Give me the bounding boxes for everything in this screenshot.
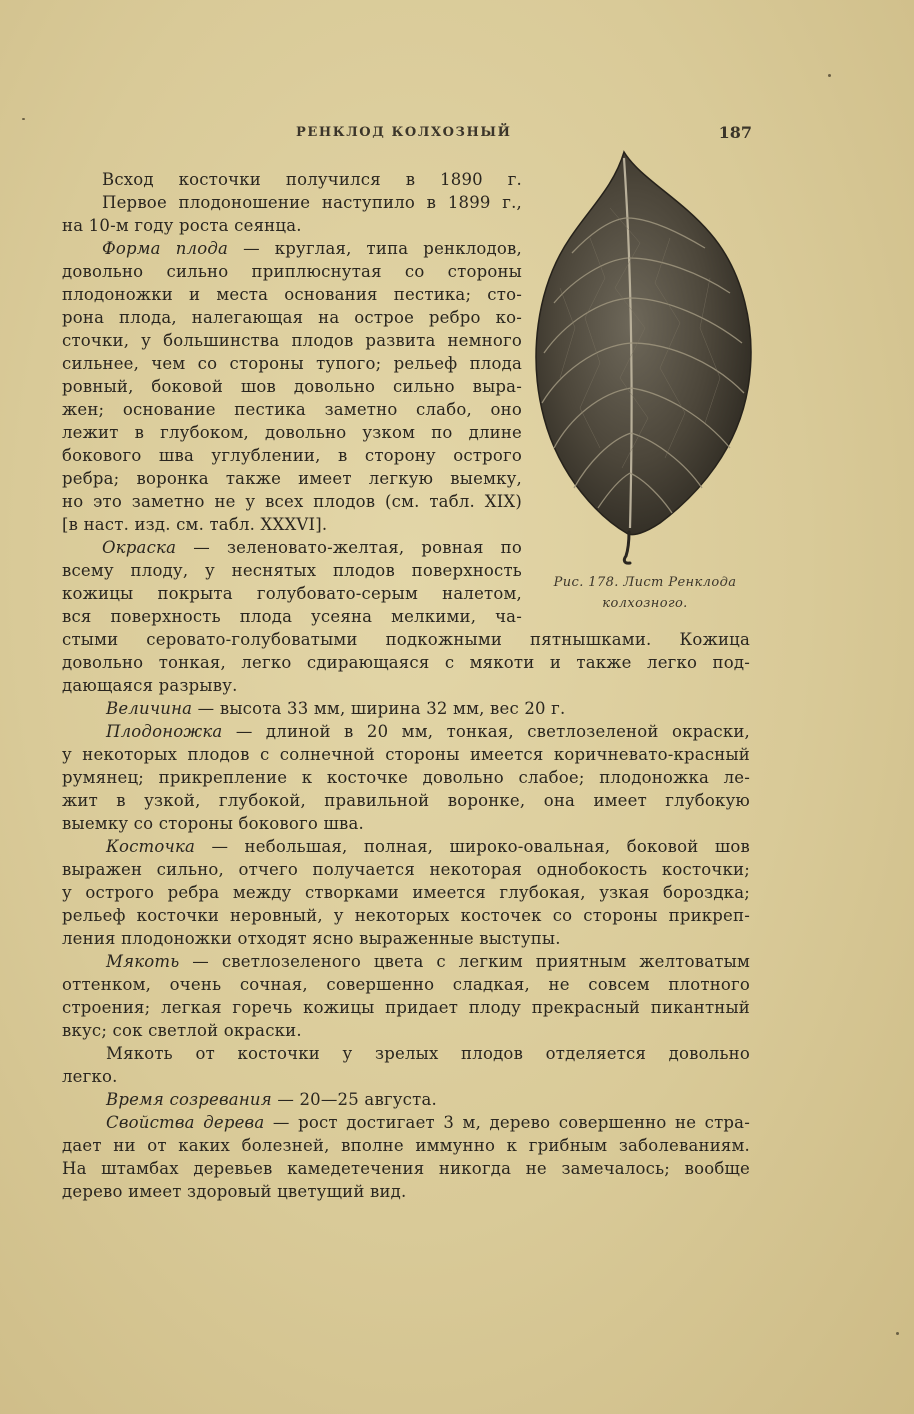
term-label: Мякоть (106, 952, 180, 971)
term-label: Окраска (102, 538, 177, 557)
text-line: стыми серовато-голубоватыми подкожными пятнышками. Кожица (62, 630, 750, 649)
text-line: у острого ребра между створками имеется глубокая, узкая бороздка; (62, 883, 750, 902)
figure-caption (530, 572, 760, 614)
text-line: но это заметно не у всех плодов (см. табл. XIX) (62, 492, 522, 511)
text-line: на 10-м году роста сеянца. (62, 216, 302, 235)
text-line: ления плодоножки отходят ясно выраженные выступы. (62, 929, 561, 948)
text-line: вся поверхность плода усеяна мелкими, ча- (62, 607, 522, 626)
term-label: Форма плода (102, 239, 229, 258)
text-line: сильнее, чем со стороны тупого; рельеф плода (62, 354, 522, 373)
text-line: выемку со стороны бокового шва. (62, 814, 364, 833)
text-line: вкус; сок светлой окраски. (62, 1021, 302, 1040)
text-line: Время созревания — 20—25 августа. (106, 1090, 437, 1109)
text-line: довольно сильно приплюснутая со стороны (62, 262, 522, 281)
text-line: плодоножки и места основания пестика; сто- (62, 285, 522, 304)
paper-speck (828, 74, 831, 77)
running-title: РЕНКЛОД КОЛХОЗНЫЙ (296, 125, 512, 140)
text-line: кожицы покрыта голубовато-серым налетом, (62, 584, 522, 603)
text-line: Первое плодоношение наступило в 1899 г., (102, 193, 522, 212)
caption-line-2: колхозного. (602, 596, 688, 611)
text-line: Косточка — небольшая, полная, широко-овальная, боковой шов (106, 837, 750, 856)
text-line: дерево имеет здоровый цветущий вид. (62, 1182, 407, 1201)
term-label: Свойства дерева (106, 1113, 265, 1132)
text-line: довольно тонкая, легко сдирающаяся с мякоти и также легко под- (62, 653, 750, 672)
text-line: ровный, боковой шов довольно сильно выра- (62, 377, 522, 396)
running-header (60, 125, 760, 149)
text-line: строения; легкая горечь кожицы придает плоду прекрасный пикантный (62, 998, 750, 1017)
text-line: жит в узкой, глубокой, правильной воронке, она имеет глубокую (62, 791, 750, 810)
page-number: 187 (718, 123, 752, 142)
text-line: [в наст. изд. см. табл. XXXVI]. (62, 515, 328, 534)
text-line: сточки, у большинства плодов развита немного (62, 331, 522, 350)
text-line: Форма плода — круглая, типа ренклодов, (102, 239, 522, 258)
text-line: Свойства дерева — рост достигает 3 м, дерево совершенно не стра- (106, 1113, 750, 1132)
text-line: бокового шва углублении, в сторону острого (62, 446, 522, 465)
text-line: выражен сильно, отчего получается некоторая однобокость косточки; (62, 860, 750, 879)
text-line: рельеф косточки неровный, у некоторых косточек со стороны прикреп- (62, 906, 750, 925)
paper-speck (22, 118, 25, 120)
leaf-figure (530, 148, 760, 618)
text-line: дающаяся разрыву. (62, 676, 238, 695)
text-line: Всход косточки получился в 1890 г. (102, 170, 522, 189)
text-line: Мякоть от косточки у зрелых плодов отделяется довольно (106, 1044, 750, 1063)
text-line: у некоторых плодов с солнечной стороны имеется коричневато-красный (62, 745, 750, 764)
text-line: всему плоду, у неснятых плодов поверхность (62, 561, 522, 580)
text-line: дает ни от каких болезней, вполне иммунно к грибным заболеваниям. (62, 1136, 750, 1155)
term-label: Косточка (106, 837, 196, 856)
text-line: Мякоть — светлозеленого цвета с легким приятным желтоватым (106, 952, 750, 971)
term-label: Время созревания (106, 1090, 272, 1109)
text-line: румянец; прикрепление к косточке довольно слабое; плодоножка ле- (62, 768, 750, 787)
leaf-illustration (530, 148, 760, 568)
text-line: жен; основание пестика заметно слабо, оно (62, 400, 522, 419)
text-line: лежит в глубоком, довольно узком по длине (62, 423, 522, 442)
text-line: оттенком, очень сочная, совершенно сладкая, не совсем плотного (62, 975, 750, 994)
text-line: На штамбах деревьев камедетечения никогда не замечалось; вообще (62, 1159, 750, 1178)
text-line: Плодоножка — длиной в 20 мм, тонкая, светлозеленой окраски, (106, 722, 750, 741)
term-label: Величина (106, 699, 193, 718)
caption-line-1: Рис. 178. Лист Ренклода (553, 575, 737, 590)
text-line: ребра; воронка также имеет легкую выемку, (62, 469, 522, 488)
paper-speck (896, 1332, 899, 1335)
text-line: рона плода, налегающая на острое ребро ко- (62, 308, 522, 327)
text-line: Величина — высота 33 мм, ширина 32 мм, вес 20 г. (106, 699, 566, 718)
text-line: легко. (62, 1067, 118, 1086)
text-line: Окраска — зеленовато-желтая, ровная по (102, 538, 522, 557)
term-label: Плодоножка (106, 722, 223, 741)
